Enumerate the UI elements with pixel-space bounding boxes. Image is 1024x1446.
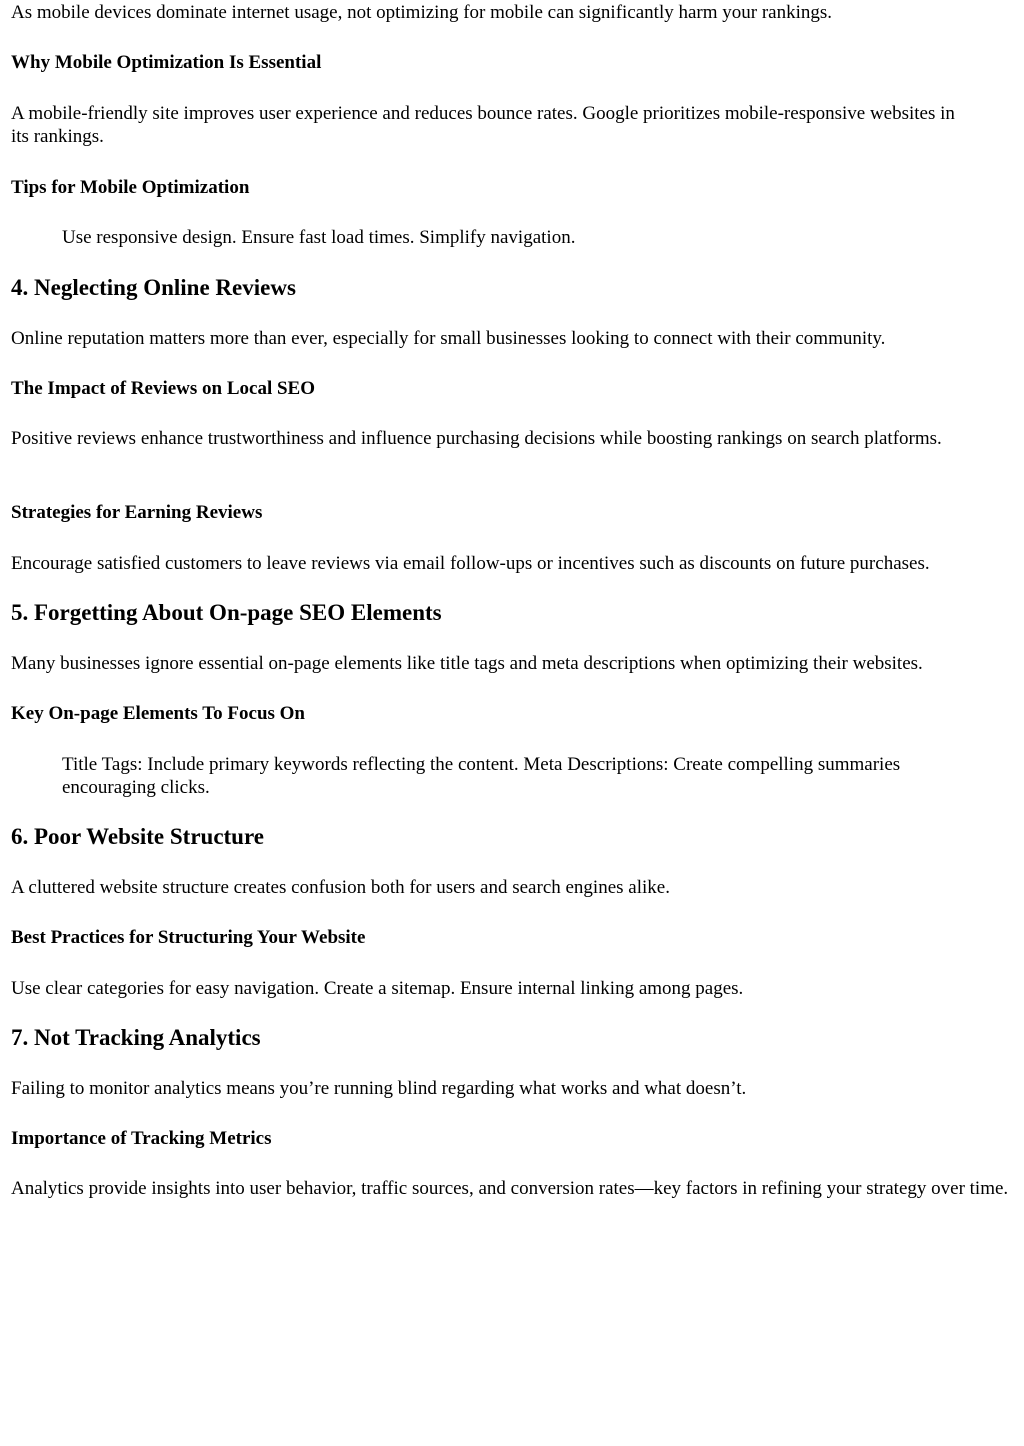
onpage-key-heading: Key On-page Elements To Focus On [11,703,305,724]
why-mobile-paragraph: A mobile-friendly site improves user experience and reduces bounce rates. Google prioritizes mobile-responsive websites in its rankings. [11,103,955,147]
structure-best-paragraph: Use clear categories for easy navigation. Create a sitemap. Ensure internal linking among pages. [11,978,744,999]
reviews-strategies-heading: Strategies for Earning Reviews [11,502,263,523]
why-mobile-heading: Why Mobile Optimization Is Essential [11,52,322,73]
reviews-impact-paragraph: Positive reviews enhance trustworthiness and influence purchasing decisions while boosting rankings on search platforms. [11,428,942,449]
mobile-tips-quote: Use responsive design. Ensure fast load times. Simplify navigation. [62,227,576,248]
section-5-heading: 5. Forgetting About On-page SEO Elements [11,600,442,625]
analytics-intro-paragraph: Failing to monitor analytics means you’re running blind regarding what works and what doesn’t. [11,1078,747,1099]
reviews-intro-paragraph: Online reputation matters more than ever, especially for small businesses looking to connect with their community. [11,328,886,349]
structure-best-heading: Best Practices for Structuring Your Website [11,927,366,948]
reviews-strategies-paragraph: Encourage satisfied customers to leave reviews via email follow-ups or incentives such as discounts on future purchases. [11,553,930,574]
onpage-key-quote: Title Tags: Include primary keywords reflecting the content. Meta Descriptions: Create compelling summaries encouraging clicks. [62,754,901,798]
onpage-intro-paragraph: Many businesses ignore essential on-page elements like title tags and meta descriptions when optimizing their websites. [11,653,923,674]
structure-intro-paragraph: A cluttered website structure creates confusion both for users and search engines alike. [11,877,670,898]
intro-paragraph: As mobile devices dominate internet usage, not optimizing for mobile can significantly harm your rankings. [11,2,833,23]
analytics-importance-paragraph: Analytics provide insights into user behavior, traffic sources, and conversion rates—key factors in refining your strategy over time. [11,1178,1009,1199]
section-7-heading: 7. Not Tracking Analytics [11,1025,261,1050]
reviews-impact-heading: The Impact of Reviews on Local SEO [11,378,315,399]
analytics-importance-heading: Importance of Tracking Metrics [11,1128,272,1149]
section-4-heading: 4. Neglecting Online Reviews [11,275,296,300]
section-6-heading: 6. Poor Website Structure [11,824,264,849]
mobile-tips-heading: Tips for Mobile Optimization [11,177,250,198]
